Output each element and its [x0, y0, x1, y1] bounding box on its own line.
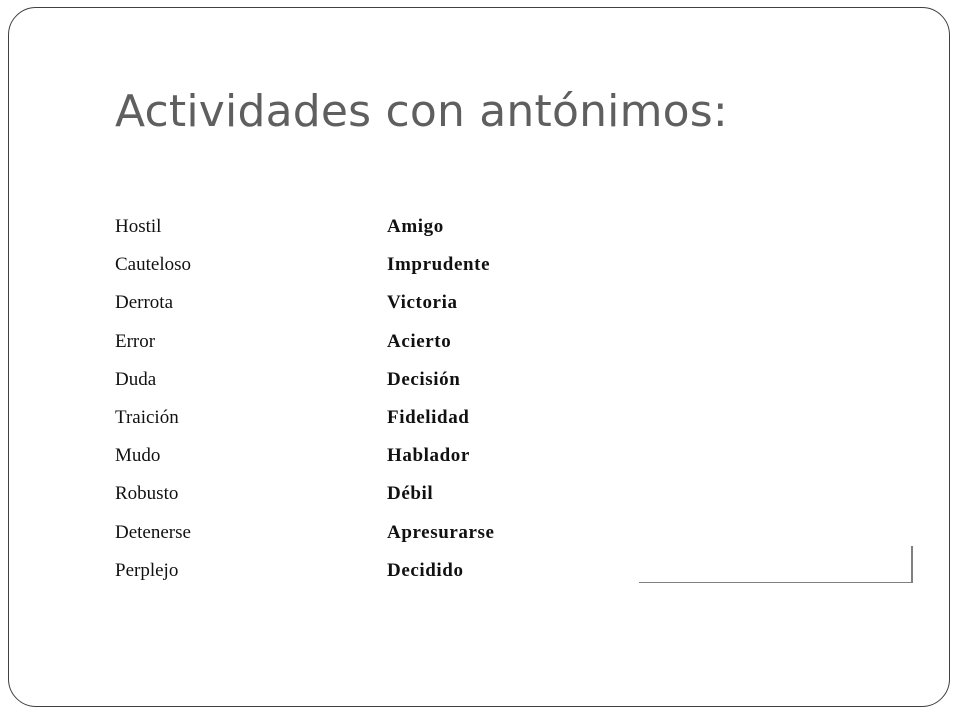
antonym-cell: Apresurarse — [387, 521, 495, 543]
table-row — [115, 361, 495, 399]
table-row — [115, 552, 495, 590]
word-cell: Duda — [115, 368, 157, 390]
corner-rule-vertical — [911, 546, 913, 583]
word-cell: Error — [115, 330, 156, 352]
word-cell: Robusto — [115, 483, 179, 505]
table-row — [115, 437, 495, 475]
antonym-cell: Hablador — [387, 445, 470, 467]
word-cell: Hostil — [115, 216, 162, 238]
antonym-cell: Amigo — [387, 216, 444, 238]
table-row — [115, 323, 495, 361]
word-cell: Derrota — [115, 292, 174, 314]
word-cell: Mudo — [115, 445, 161, 467]
antonym-cell: Débil — [387, 483, 434, 505]
table-row — [115, 246, 495, 284]
antonym-cell: Decidido — [387, 559, 464, 581]
antonym-cell: Decisión — [387, 368, 461, 390]
table-row — [115, 284, 495, 322]
slide-title: Actividades con antónimos: — [115, 86, 728, 137]
corner-rule-horizontal — [639, 582, 913, 583]
antonym-cell: Fidelidad — [387, 407, 470, 429]
antonym-cell: Acierto — [387, 330, 452, 352]
antonym-table — [115, 208, 495, 590]
antonym-cell: Victoria — [387, 292, 458, 314]
table-row — [115, 475, 495, 513]
antonym-cell: Imprudente — [387, 254, 491, 276]
table-row — [115, 514, 495, 552]
slide-frame — [8, 7, 950, 707]
word-cell: Traición — [115, 407, 179, 429]
word-cell: Cauteloso — [115, 254, 191, 276]
word-cell: Detenerse — [115, 521, 191, 543]
table-row — [115, 208, 495, 246]
word-cell: Perplejo — [115, 559, 179, 581]
table-row — [115, 399, 495, 437]
